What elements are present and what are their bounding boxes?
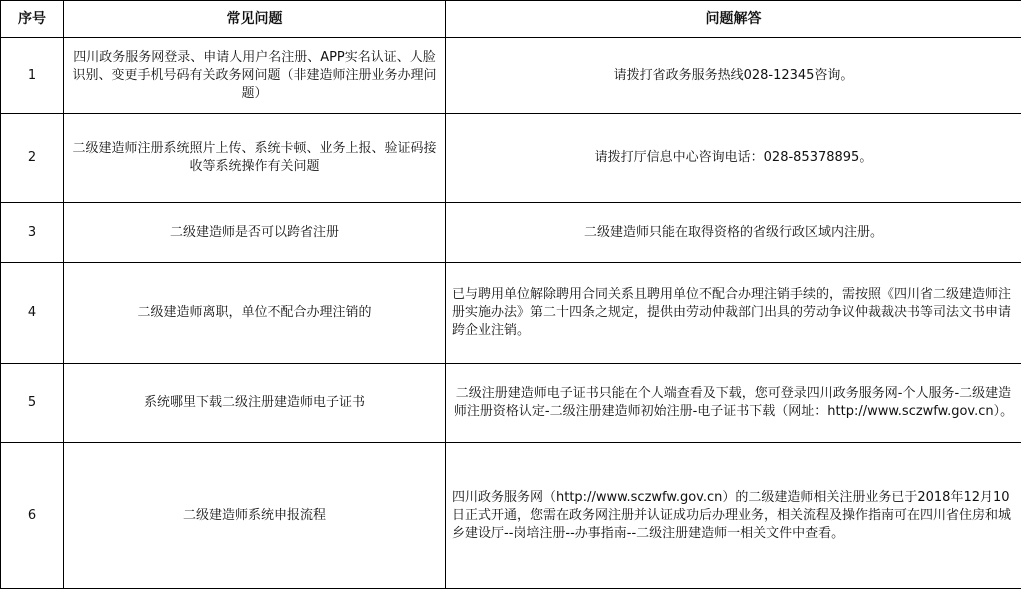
row-number: 2: [1, 114, 64, 203]
row-question: 二级建造师注册系统照片上传、系统卡顿、业务上报、验证码接收等系统操作有关问题: [64, 114, 446, 203]
table-row: [1, 263, 1021, 364]
table-row: [1, 114, 1021, 203]
row-answer: 二级注册建造师电子证书只能在个人端查看及下载，您可登录四川政务服务网-个人服务-二级建造师注册资格认定-二级注册建造师初始注册-电子证书下载（网址：http://www.sczwfw.gov.cn）。: [446, 364, 1021, 443]
header-row: [1, 1, 1021, 38]
header-number: 序号: [1, 1, 64, 38]
row-answer: 请拨打省政务服务热线028-12345咨询。: [446, 38, 1021, 114]
row-question: 二级建造师系统申报流程: [64, 443, 446, 589]
table-row: [1, 364, 1021, 443]
row-answer: 请拨打厅信息中心咨询电话：028-85378895。: [446, 114, 1021, 203]
row-number: 5: [1, 364, 64, 443]
row-question: 四川政务服务网登录、申请人用户名注册、APP实名认证、人脸识别、变更手机号码有关政务网问题（非建造师注册业务办理问题）: [64, 38, 446, 114]
header-answer: 问题解答: [446, 1, 1021, 38]
row-question: 二级建造师离职，单位不配合办理注销的: [64, 263, 446, 364]
table-row: [1, 38, 1021, 114]
header-question: 常见问题: [64, 1, 446, 38]
table-row: [1, 203, 1021, 263]
row-number: 4: [1, 263, 64, 364]
row-number: 3: [1, 203, 64, 263]
row-number: 1: [1, 38, 64, 114]
row-question: 系统哪里下载二级注册建造师电子证书: [64, 364, 446, 443]
row-answer: 已与聘用单位解除聘用合同关系且聘用单位不配合办理注销手续的，需按照《四川省二级建造师注册实施办法》第二十四条之规定，提供由劳动仲裁部门出具的劳动争议仲裁裁决书等司法文书申请跨企业注销。: [446, 263, 1021, 364]
row-question: 二级建造师是否可以跨省注册: [64, 203, 446, 263]
row-number: 6: [1, 443, 64, 589]
row-answer: 四川政务服务网（http://www.sczwfw.gov.cn）的二级建造师相关注册业务已于2018年12月10日正式开通，您需在政务网注册并认证成功后办理业务，相关流程及操作指南可在四川省住房和城乡建设厅--岗培注册--办事指南--二级注册建造师一相关文件中查看。: [446, 443, 1021, 589]
row-answer: 二级建造师只能在取得资格的省级行政区域内注册。: [446, 203, 1021, 263]
table-row: [1, 443, 1021, 589]
